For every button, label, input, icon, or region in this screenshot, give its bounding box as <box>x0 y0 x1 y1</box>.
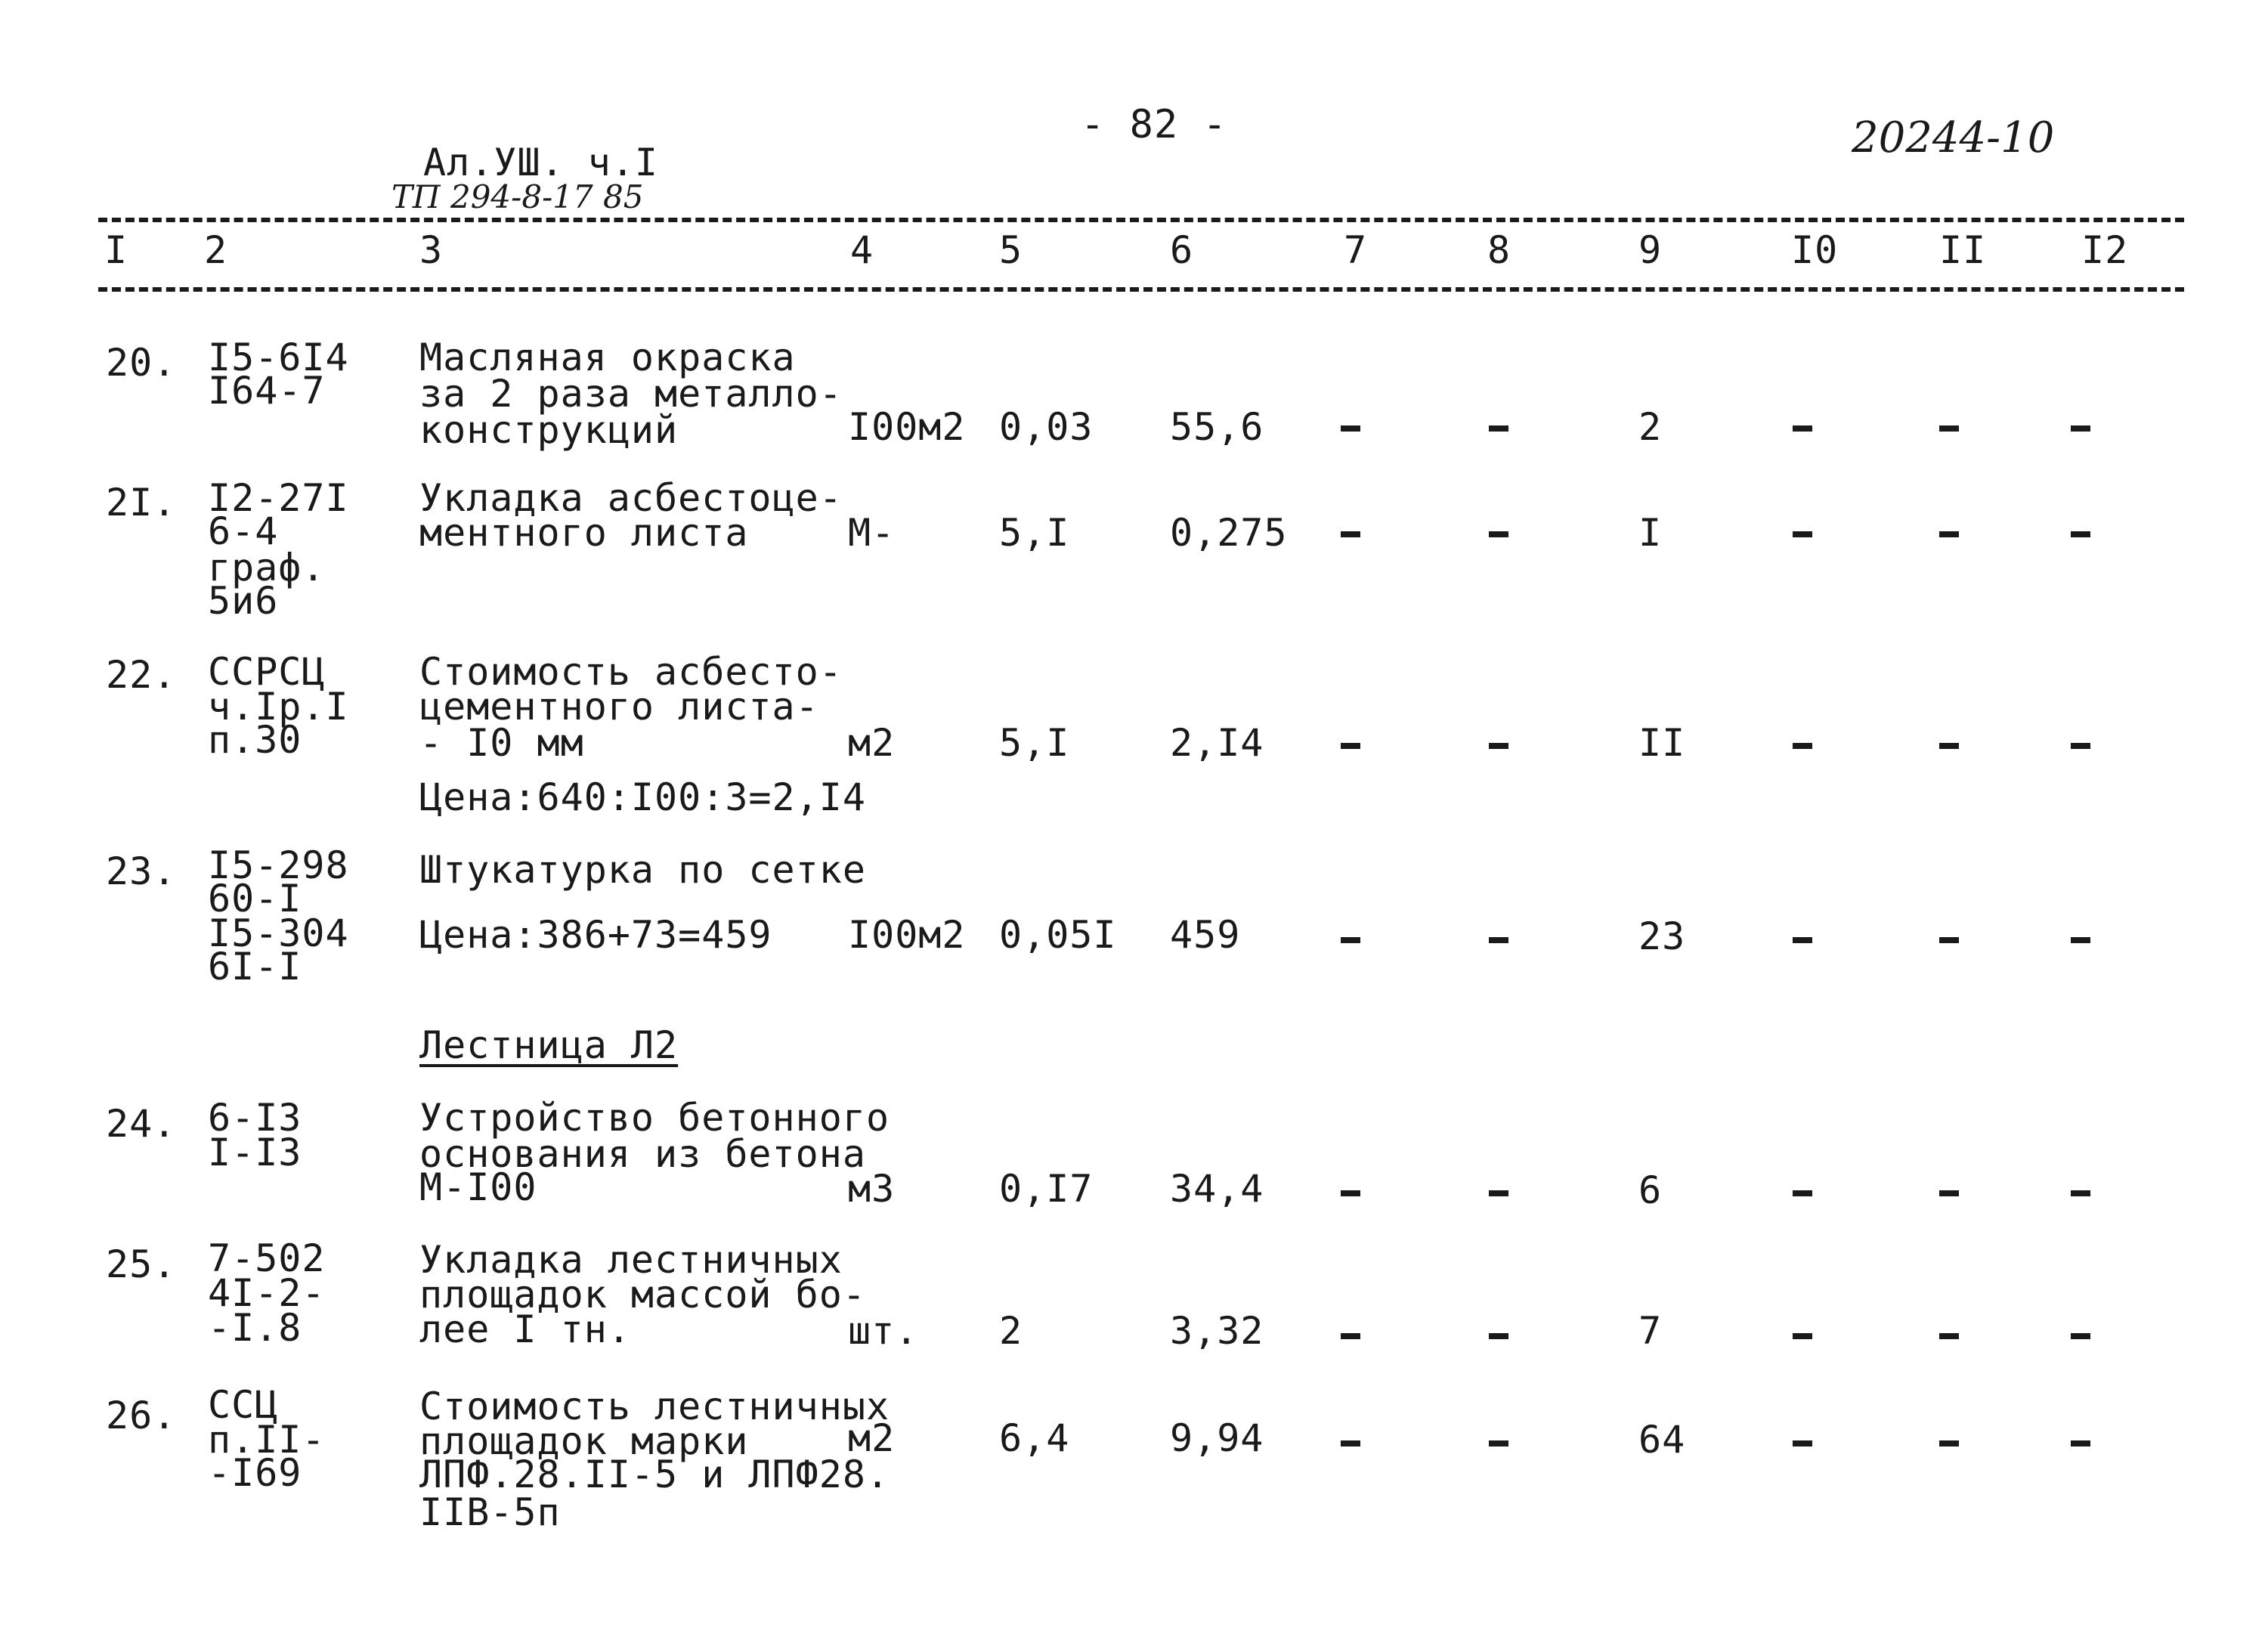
empty-cell-dash <box>1939 425 1959 432</box>
row-desc-line: IIВ-5п <box>419 1490 561 1534</box>
row-desc-line: Стоимость лестничных <box>419 1385 890 1428</box>
empty-cell-dash <box>2071 531 2090 537</box>
empty-cell-dash <box>2071 1333 2090 1339</box>
empty-cell-dash <box>1489 1190 1508 1196</box>
row-column9-value: 6 <box>1638 1168 1663 1212</box>
row-quantity: 2 <box>999 1309 1023 1353</box>
row-quantity: 5,I <box>999 721 1070 765</box>
row-code-line: I5-304 <box>208 911 349 955</box>
row-code-line: п.II- <box>208 1418 326 1462</box>
row-column9-value: I <box>1638 511 1663 555</box>
row-code-line: 7-502 <box>208 1236 326 1280</box>
column-header-2: 2 <box>204 228 228 272</box>
empty-cell-dash <box>1793 1190 1812 1196</box>
row-quantity: 0,I7 <box>999 1167 1094 1211</box>
row-code-line: 5и6 <box>208 579 279 623</box>
empty-cell-dash <box>1489 531 1508 537</box>
row-code-line: ССЦ <box>208 1383 279 1427</box>
row-code-line: ч.Iр.I <box>208 685 349 729</box>
empty-cell-dash <box>1341 1333 1360 1339</box>
empty-cell-dash <box>2071 1190 2090 1196</box>
row-code-line: п.30 <box>208 718 302 762</box>
row-unit: М- <box>848 511 896 555</box>
row-desc-line: площадок марки <box>419 1419 749 1463</box>
row-number: 22. <box>106 653 177 697</box>
column-header-9: 9 <box>1638 228 1663 272</box>
project-reference: ТП 294-8-17 85 <box>391 178 644 215</box>
row-desc-line: Устройство бетонного <box>419 1096 890 1140</box>
row-price: 3,32 <box>1170 1309 1264 1353</box>
row-unit: I00м2 <box>848 913 966 957</box>
empty-cell-dash <box>1939 937 1959 943</box>
row-price: 2,I4 <box>1170 721 1264 765</box>
row-quantity: 0,05I <box>999 913 1117 957</box>
header-top-rule <box>98 218 2184 222</box>
document-number: 20244-10 <box>1852 113 2055 162</box>
row-code-line: I5-6I4 <box>208 336 349 379</box>
row-price: 0,275 <box>1170 511 1288 555</box>
row-unit: м2 <box>848 721 896 765</box>
empty-cell-dash <box>1793 1333 1812 1339</box>
row-desc-line: М-I00 <box>419 1165 537 1209</box>
row-price-calculation: Цена:386+73=459 <box>419 913 772 957</box>
row-desc-line: Стоимость асбесто- <box>419 650 843 694</box>
row-code-line: -I.8 <box>208 1306 302 1350</box>
column-header-7: 7 <box>1344 228 1368 272</box>
row-column9-value: II <box>1638 721 1686 765</box>
column-header-12: I2 <box>2081 228 2129 272</box>
empty-cell-dash <box>1793 937 1812 943</box>
row-code-line: 6I-I <box>208 945 302 989</box>
row-desc-line: основания из бетона <box>419 1132 866 1176</box>
column-header-3: 3 <box>419 228 444 272</box>
row-code-line: граф. <box>208 546 326 589</box>
row-unit: м3 <box>848 1167 896 1211</box>
column-header-1: I <box>104 228 128 272</box>
empty-cell-dash <box>1793 531 1812 537</box>
row-number: 2I. <box>106 481 177 524</box>
empty-cell-dash <box>1939 1440 1959 1447</box>
row-code-line: I64-7 <box>208 369 326 413</box>
column-header-10: I0 <box>1791 228 1839 272</box>
row-unit: шт. <box>848 1309 919 1353</box>
empty-cell-dash <box>1341 1440 1360 1447</box>
column-header-11: II <box>1939 228 1987 272</box>
empty-cell-dash <box>1341 937 1360 943</box>
empty-cell-dash <box>1489 743 1508 749</box>
row-number: 23. <box>106 849 177 893</box>
row-quantity: 0,03 <box>999 405 1094 449</box>
row-desc-line: Штукатурка по сетке <box>419 848 866 892</box>
empty-cell-dash <box>1793 1440 1812 1447</box>
row-quantity: 5,I <box>999 511 1070 555</box>
row-desc-line: площадок массой бо- <box>419 1273 866 1317</box>
row-desc-line: за 2 раза металло- <box>419 372 843 416</box>
row-number: 20. <box>106 341 177 385</box>
empty-cell-dash <box>1341 531 1360 537</box>
row-code-line: 60-I <box>208 877 302 921</box>
row-price: 34,4 <box>1170 1167 1264 1211</box>
row-unit: I00м2 <box>848 405 966 449</box>
row-desc-line: конструкций <box>419 408 679 452</box>
row-column9-value: 64 <box>1638 1418 1686 1462</box>
column-header-6: 6 <box>1170 228 1194 272</box>
row-code-line: -I69 <box>208 1451 302 1495</box>
row-unit: м2 <box>848 1416 896 1460</box>
row-number: 25. <box>106 1242 177 1286</box>
album-reference: Ал.УШ. ч.I <box>423 141 659 184</box>
row-quantity: 6,4 <box>999 1416 1070 1460</box>
row-code-line: I-I3 <box>208 1131 302 1174</box>
empty-cell-dash <box>1939 531 1959 537</box>
empty-cell-dash <box>1489 937 1508 943</box>
row-price: 55,6 <box>1170 405 1264 449</box>
empty-cell-dash <box>2071 425 2090 432</box>
empty-cell-dash <box>1939 1333 1959 1339</box>
empty-cell-dash <box>1939 743 1959 749</box>
empty-cell-dash <box>1341 425 1360 432</box>
row-code-line: I5-298 <box>208 843 349 887</box>
column-header-8: 8 <box>1487 228 1511 272</box>
row-column9-value: 23 <box>1638 914 1686 958</box>
row-number: 24. <box>106 1102 177 1146</box>
empty-cell-dash <box>1939 1190 1959 1196</box>
row-desc-line: Укладка лестничных <box>419 1238 843 1282</box>
column-header-5: 5 <box>999 228 1023 272</box>
empty-cell-dash <box>2071 743 2090 749</box>
row-code-line: 4I-2- <box>208 1271 326 1315</box>
empty-cell-dash <box>2071 937 2090 943</box>
row-desc-line: - I0 мм <box>419 721 584 765</box>
column-header-4: 4 <box>850 228 874 272</box>
row-desc-line: Масляная окраска <box>419 336 796 379</box>
empty-cell-dash <box>1341 1190 1360 1196</box>
row-desc-line: Укладка асбестоце- <box>419 476 843 520</box>
empty-cell-dash <box>1489 1440 1508 1447</box>
row-column9-value: 2 <box>1638 405 1663 449</box>
row-price: 9,94 <box>1170 1416 1264 1460</box>
row-price: 459 <box>1170 913 1241 957</box>
empty-cell-dash <box>1489 1333 1508 1339</box>
row-code-line: ССРСЦ <box>208 650 326 694</box>
row-desc-line: ментного листа <box>419 511 749 555</box>
row-price-calculation: Цена:640:I00:3=2,I4 <box>419 775 866 819</box>
row-code-line: 6-4 <box>208 509 279 553</box>
header-bottom-rule <box>98 287 2184 292</box>
empty-cell-dash <box>1793 425 1812 432</box>
empty-cell-dash <box>1489 425 1508 432</box>
row-number: 26. <box>106 1394 177 1437</box>
row-desc-line: цементного листа- <box>419 685 819 729</box>
empty-cell-dash <box>1793 743 1812 749</box>
section-heading: Лестница Л2 <box>419 1023 679 1067</box>
row-code-line: I2-27I <box>208 476 349 520</box>
row-desc-line: лее I тн. <box>419 1307 631 1351</box>
row-column9-value: 7 <box>1638 1309 1663 1353</box>
page-number: - 82 - <box>1081 102 1227 147</box>
row-desc-line: ЛПФ.28.II-5 и ЛПФ28. <box>419 1453 890 1496</box>
empty-cell-dash <box>1341 743 1360 749</box>
row-code-line: 6-I3 <box>208 1096 302 1140</box>
empty-cell-dash <box>2071 1440 2090 1447</box>
